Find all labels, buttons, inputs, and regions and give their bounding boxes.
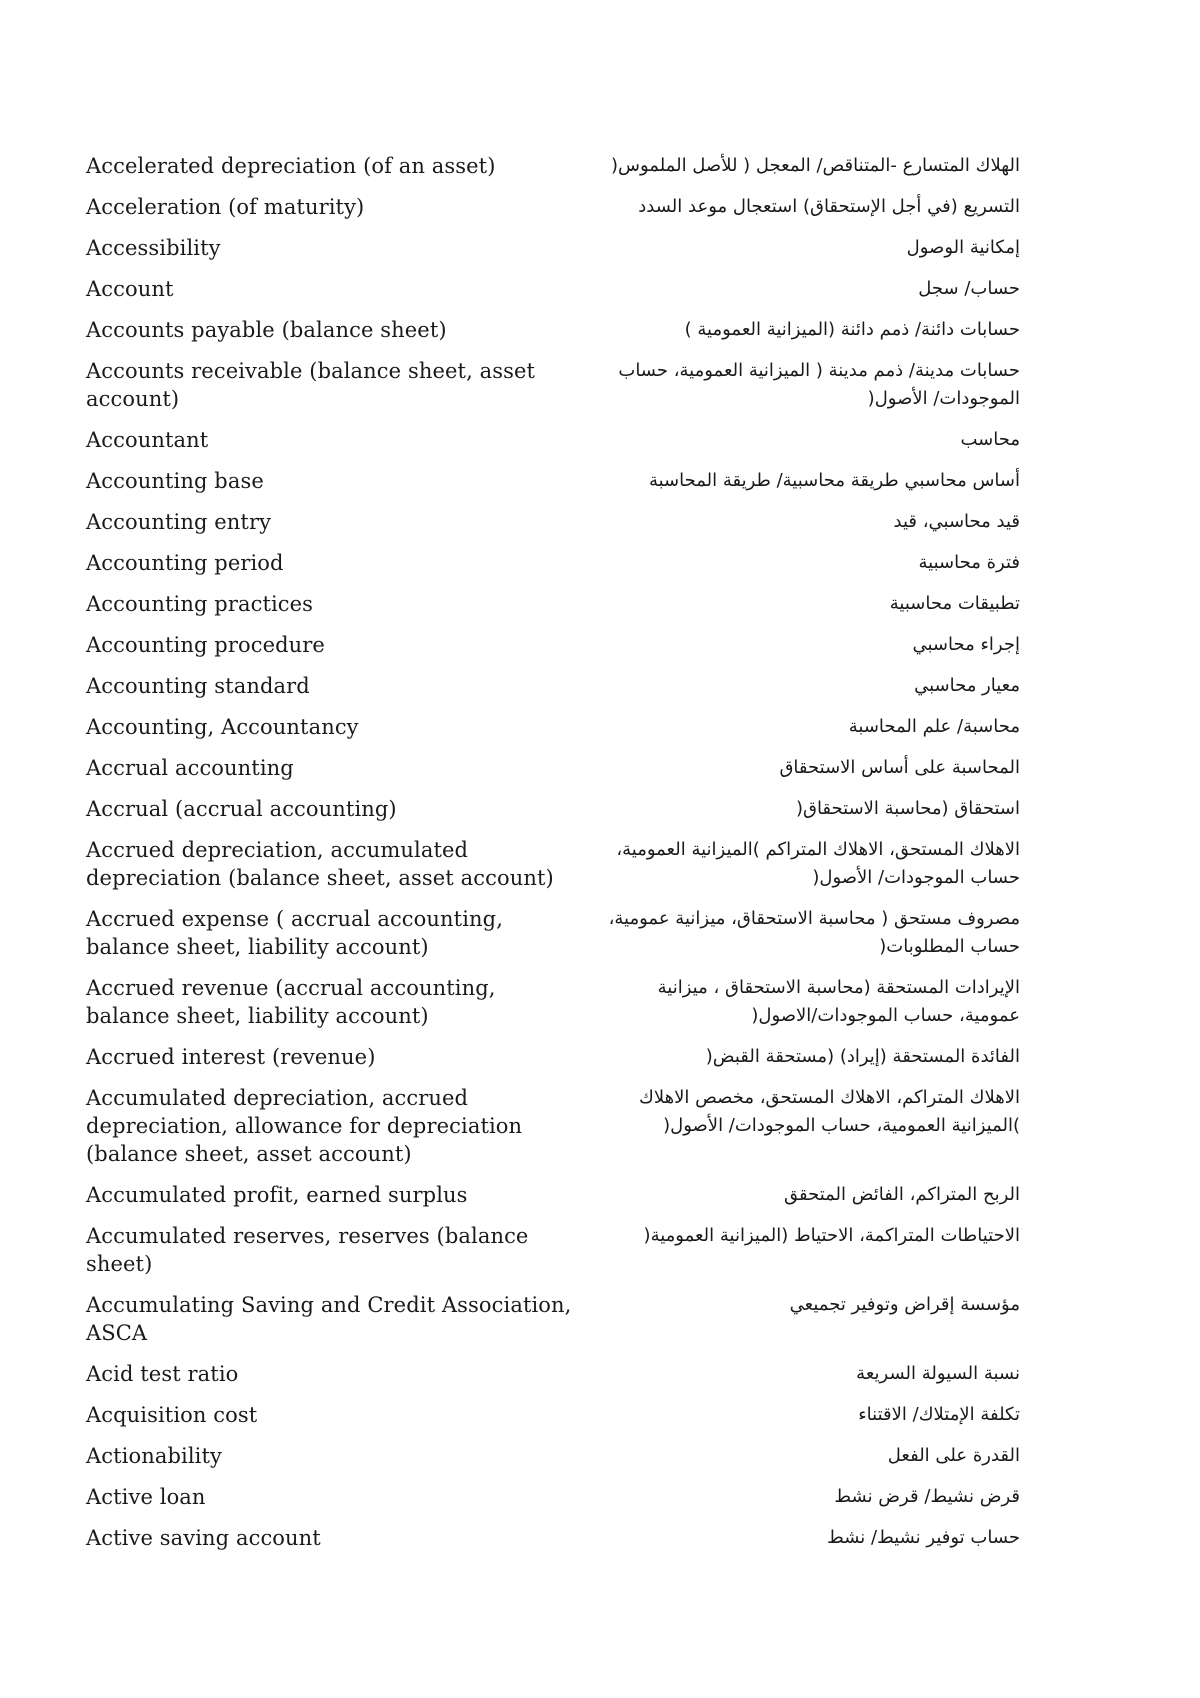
arabic-term: الاهلاك المتراكم، الاهلاك المستحق، مخصص الاهلاك )الميزانية العمومية، حساب الموجودات/ الأصول( [639,1087,1020,1136]
glossary-entry [86,1524,1020,1552]
english-term: Accounting period [86,551,284,575]
arabic-term: استحقاق (محاسبة الاستحقاق( [795,798,1020,819]
arabic-term: أساس محاسبي طريقة محاسبية/ طريقة المحاسبة [648,470,1020,491]
english-term: Accounting standard [86,674,310,698]
arabic-term: الاحتياطات المتراكمة، الاحتياط (الميزانية العمومية( [643,1225,1020,1246]
english-term: Acceleration (of maturity) [86,195,365,219]
english-term: Accrued expense ( accrual accounting, balance sheet, liability account) [86,907,503,959]
arabic-term: محاسبة/ علم المحاسبة [848,716,1020,737]
english-term: Acid test ratio [86,1362,239,1386]
english-term: Accounts receivable (balance sheet, asset account) [86,359,536,411]
english-term: Accrued interest (revenue) [86,1045,376,1069]
arabic-term: الفائدة المستحقة (إيراد) (مستحقة القبض( [705,1046,1020,1067]
english-term: Accounting practices [86,592,314,616]
english-term: Accounting, Accountancy [86,715,359,739]
glossary-entry [86,1291,1020,1347]
arabic-term: مصروف مستحق ( محاسبة الاستحقاق، ميزانية عمومية، حساب المطلوبات( [608,908,1020,957]
arabic-term: حساب/ سجل [918,278,1020,299]
glossary-entry [86,1222,1020,1278]
english-term: Accumulated depreciation, accrued depreciation, allowance for depreciation (balance sheet, asset account) [86,1086,523,1166]
arabic-term: معيار محاسبي [914,675,1020,696]
glossary-entry [86,836,1020,892]
glossary-list [86,152,1020,1565]
english-term: Accumulated profit, earned surplus [86,1183,468,1207]
arabic-term: تطبيقات محاسبية [889,593,1020,614]
glossary-entry [86,590,1020,618]
glossary-entry [86,275,1020,303]
glossary-entry [86,905,1020,961]
glossary-entry [86,1483,1020,1511]
arabic-term: قيد محاسبي، قيد [893,511,1020,532]
glossary-entry [86,974,1020,1030]
english-term: Acquisition cost [86,1403,258,1427]
arabic-term: حسابات دائنة/ ذمم دائنة (الميزانية العمومية ) [684,319,1020,340]
glossary-entry [86,1043,1020,1071]
arabic-term: الاهلاك المستحق، الاهلاك المتراكم )الميزانية العمومية، حساب الموجودات/ الأصول( [616,839,1020,888]
glossary-entry [86,795,1020,823]
glossary-entry [86,1084,1020,1168]
glossary-entry [86,713,1020,741]
glossary-entry [86,1401,1020,1429]
english-term: Accumulating Saving and Credit Association, ASCA [86,1293,572,1345]
english-term: Accountant [86,428,209,452]
glossary-entry [86,357,1020,413]
arabic-term: قرض نشيط/ قرض نشط [834,1486,1020,1507]
english-term: Accounts payable (balance sheet) [86,318,447,342]
glossary-entry [86,1442,1020,1470]
arabic-term: القدرة على الفعل [887,1445,1020,1466]
english-term: Accrual (accrual accounting) [86,797,397,821]
english-term: Accounting procedure [86,633,325,657]
english-term: Accounting entry [86,510,272,534]
english-term: Accelerated depreciation (of an asset) [86,154,496,178]
english-term: Actionability [86,1444,222,1468]
arabic-term: تكلفة الإمتلاك/ الاقتناء [858,1404,1020,1425]
arabic-term: الإيرادات المستحقة (محاسبة الاستحقاق ، ميزانية عمومية، حساب الموجودات/الاصول( [657,977,1020,1026]
arabic-term: حساب توفير نشيط/ نشط [827,1527,1020,1548]
english-term: Accrued revenue (accrual accounting, balance sheet, liability account) [86,976,496,1028]
english-term: Account [86,277,174,301]
english-term: Accessibility [86,236,221,260]
glossary-entry [86,1181,1020,1209]
glossary-entry [86,193,1020,221]
arabic-term: حسابات مدينة/ ذمم مدينة ( الميزانية العمومية، حساب الموجودات/ الأصول( [618,360,1020,409]
arabic-term: فترة محاسبية [918,552,1020,573]
arabic-term: التسريع (في أجل الإستحقاق) استعجال موعد السدد [638,196,1020,217]
english-term: Accrued depreciation, accumulated depreciation (balance sheet, asset account) [86,838,554,890]
english-term: Accumulated reserves, reserves (balance sheet) [86,1224,529,1276]
glossary-entry [86,426,1020,454]
glossary-entry [86,152,1020,180]
glossary-entry [86,631,1020,659]
glossary-entry [86,467,1020,495]
glossary-entry [86,316,1020,344]
english-term: Active saving account [86,1526,321,1550]
english-term: Accounting base [86,469,264,493]
glossary-entry [86,549,1020,577]
english-term: Active loan [86,1485,206,1509]
glossary-entry [86,234,1020,262]
arabic-term: إجراء محاسبي [912,634,1020,655]
arabic-term: الربح المتراكم، الفائض المتحقق [783,1184,1020,1205]
glossary-entry [86,754,1020,782]
glossary-entry [86,672,1020,700]
arabic-term: نسبة السيولة السريعة [856,1363,1020,1384]
arabic-term: محاسب [960,429,1020,450]
glossary-entry [86,1360,1020,1388]
arabic-term: مؤسسة إقراض وتوفير تجميعي [789,1294,1020,1315]
arabic-term: إمكانية الوصول [906,237,1020,258]
arabic-term: المحاسبة على أساس الاستحقاق [779,757,1020,778]
english-term: Accrual accounting [86,756,294,780]
arabic-term: الهلاك المتسارع -المتناقص/ المعجل ( للأصل الملموس( [611,155,1020,176]
glossary-entry [86,508,1020,536]
